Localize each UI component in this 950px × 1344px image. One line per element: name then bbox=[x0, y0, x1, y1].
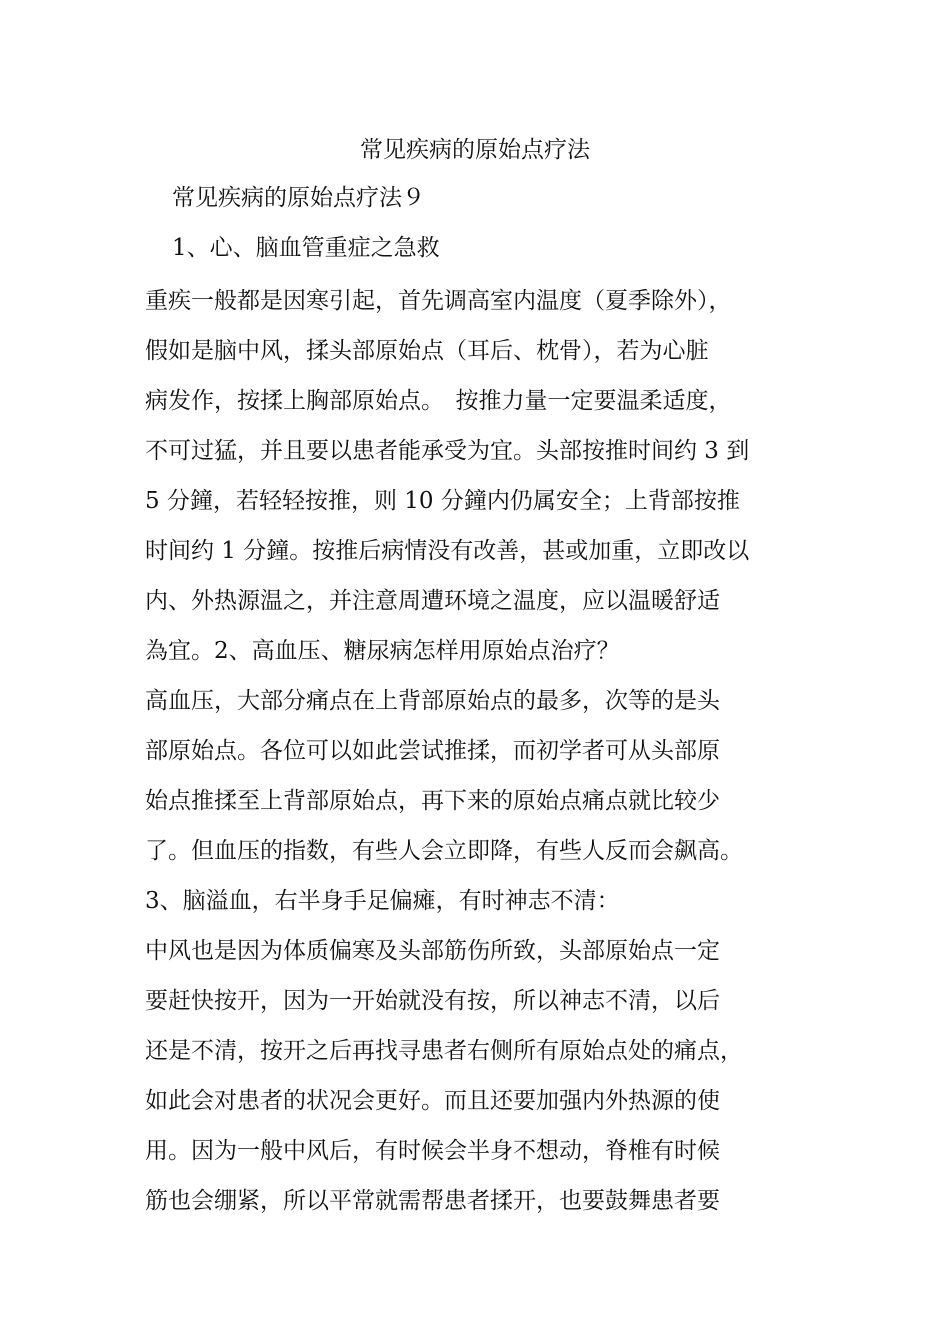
text-line: 不可过猛，并且要以患者能承受为宜。头部按推时间约 3 到 bbox=[145, 438, 750, 464]
text-line: 3、脑溢血，右半身手足偏瘫，有时神志不清： bbox=[145, 888, 620, 914]
text-line: 要赶快按开，因为一开始就没有按，所以神志不清，以后 bbox=[145, 988, 720, 1014]
text-line: 了。但血压的指数，有些人会立即降，有些人反而会飙高。 bbox=[145, 838, 743, 864]
text-line: 筋也会绷紧，所以平常就需帮患者揉开，也要鼓舞患者要 bbox=[145, 1188, 720, 1214]
text-line: 假如是脑中风，揉头部原始点（耳后、枕骨），若为心脏 bbox=[145, 338, 709, 364]
document-title: 常见疾病的原始点疗法 bbox=[360, 137, 590, 163]
text-line: 始点推揉至上背部原始点，再下来的原始点痛点就比较少 bbox=[145, 788, 720, 814]
text-line: 时间约 1 分鐘。按推后病情没有改善，甚或加重，立即改以 bbox=[145, 538, 750, 564]
text-line: 高血压，大部分痛点在上背部原始点的最多，次等的是头 bbox=[145, 688, 720, 714]
text-line: 内、外热源温之，并注意周遭环境之温度，应以温暖舒适 bbox=[145, 588, 720, 614]
text-line: 还是不清，按开之后再找寻患者右侧所有原始点处的痛点， bbox=[145, 1038, 743, 1064]
text-line: 病发作，按揉上胸部原始点。 按推力量一定要温柔适度， bbox=[145, 388, 732, 414]
text-line: 用。因为一般中风后，有时候会半身不想动，脊椎有时候 bbox=[145, 1138, 720, 1164]
text-line: 為宜。2、高血压、糖尿病怎样用原始点治疗？ bbox=[145, 638, 620, 664]
document-subtitle: 常见疾病的原始点疗法９ bbox=[172, 185, 425, 211]
text-line: 如此会对患者的状况会更好。而且还要加强内外热源的使 bbox=[145, 1088, 720, 1114]
text-line: 重疾一般都是因寒引起，首先调高室内温度（夏季除外）， bbox=[145, 288, 732, 314]
text-line: 部原始点。各位可以如此尝试推揉，而初学者可从头部原 bbox=[145, 738, 720, 764]
text-line: 5 分鐘，若轻轻按推，则 10 分鐘内仍属安全；上背部按推 bbox=[145, 488, 740, 514]
section-heading: 1、心、脑血管重症之急救 bbox=[172, 235, 440, 261]
body-text bbox=[145, 276, 815, 1226]
text-line: 中风也是因为体质偏寒及头部筋伤所致，头部原始点一定 bbox=[145, 938, 720, 964]
